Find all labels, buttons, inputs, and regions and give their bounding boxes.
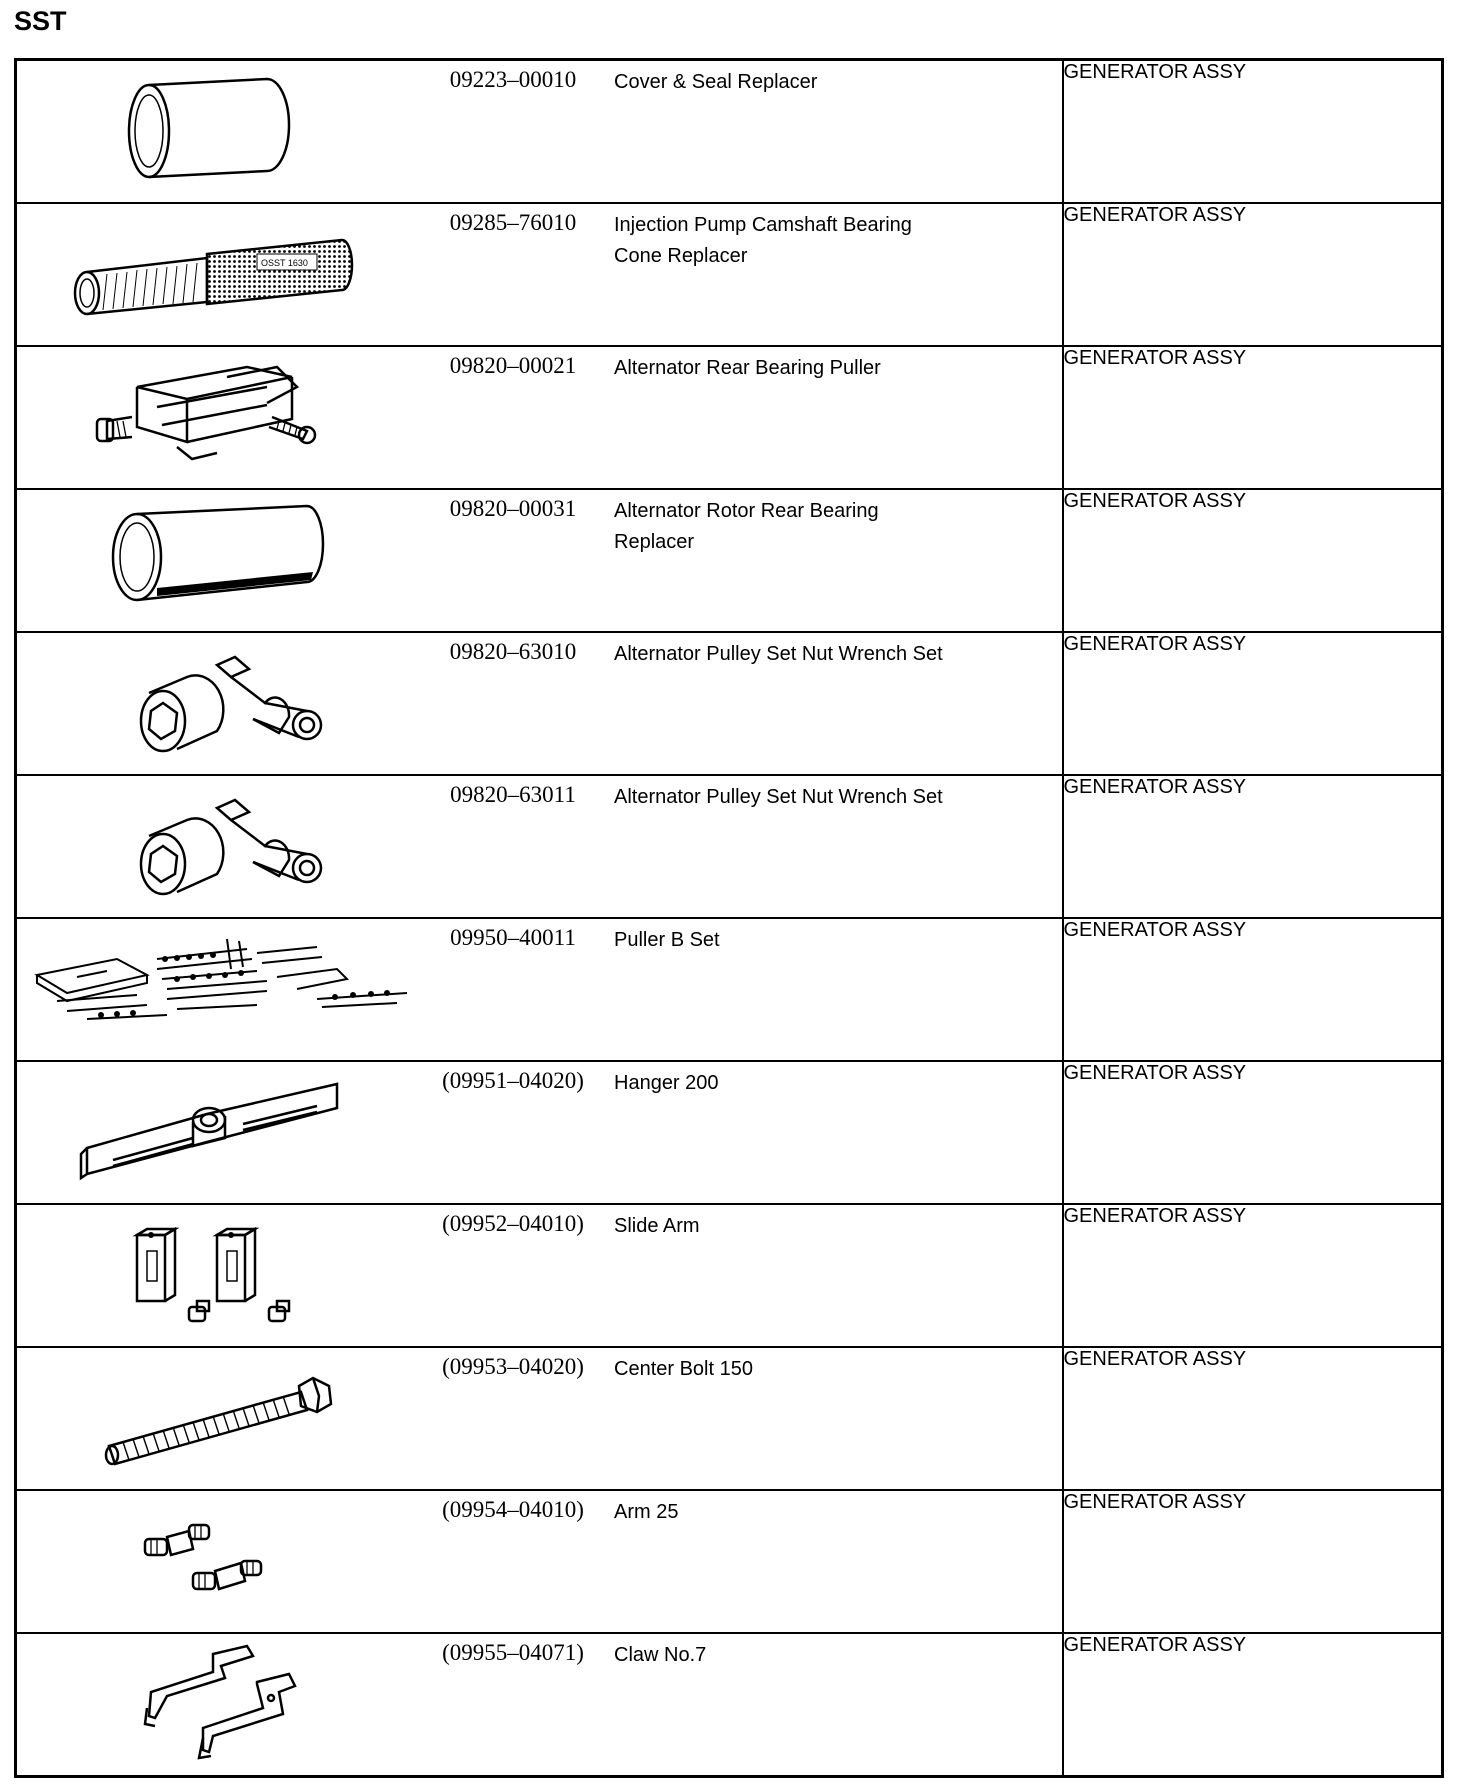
socket-wrench-set-icon xyxy=(17,776,427,917)
part-number: (09955–04071) xyxy=(442,1640,584,1665)
usage-cell: GENERATOR ASSY xyxy=(1063,489,1443,632)
page-title: SST xyxy=(14,6,67,36)
part-number: 09223–00010 xyxy=(449,67,577,92)
tool-name: Center Bolt 150 xyxy=(614,1358,753,1380)
table-row xyxy=(16,1204,1443,1347)
bearing-puller-icon xyxy=(17,347,427,488)
table-row xyxy=(16,1347,1443,1490)
tool-name: Claw No.7 xyxy=(614,1644,707,1666)
hanger-bar-icon xyxy=(17,1062,427,1203)
arm-studs-icon xyxy=(17,1491,427,1632)
usage-cell: GENERATOR ASSY xyxy=(1063,346,1443,489)
tool-name: Alternator Rear Bearing Puller xyxy=(614,357,881,379)
slide-arm-icon xyxy=(17,1205,427,1346)
part-number: 09820–63010 xyxy=(449,639,577,664)
claw-icon xyxy=(17,1634,427,1775)
table-row xyxy=(16,346,1443,489)
usage-cell: GENERATOR ASSY xyxy=(1063,918,1443,1061)
part-number: 09950–40011 xyxy=(450,925,576,950)
part-number: 09820–00031 xyxy=(449,496,577,521)
usage-cell: GENERATOR ASSY xyxy=(1063,1490,1443,1633)
tool-name: Injection Pump Camshaft Bearing Cone Replacer xyxy=(614,214,912,267)
tube-marking: OSST 1630 xyxy=(261,258,308,268)
table-row xyxy=(16,489,1443,632)
tool-name: Alternator Pulley Set Nut Wrench Set xyxy=(614,643,943,665)
tool-name: Hanger 200 xyxy=(614,1072,719,1094)
table-row xyxy=(16,1061,1443,1204)
sst-table xyxy=(14,58,1444,1778)
part-number: (09953–04020) xyxy=(442,1354,584,1379)
usage-cell: GENERATOR ASSY xyxy=(1063,1061,1443,1204)
part-number: (09951–04020) xyxy=(442,1068,584,1093)
usage-cell: GENERATOR ASSY xyxy=(1063,60,1443,204)
tool-name: Puller B Set xyxy=(614,929,720,951)
socket-wrench-set-icon xyxy=(17,633,427,774)
usage-cell: GENERATOR ASSY xyxy=(1063,775,1443,918)
center-bolt-icon xyxy=(17,1348,427,1489)
table-row xyxy=(16,775,1443,918)
part-number: 09820–63011 xyxy=(450,782,576,807)
table-row xyxy=(16,1633,1443,1777)
table-row xyxy=(16,203,1443,346)
tool-name: Slide Arm xyxy=(614,1215,700,1237)
part-number: (09952–04010) xyxy=(442,1211,584,1236)
usage-cell: GENERATOR ASSY xyxy=(1063,203,1443,346)
usage-cell: GENERATOR ASSY xyxy=(1063,632,1443,775)
knurled-tube-icon xyxy=(17,204,427,345)
usage-cell: GENERATOR ASSY xyxy=(1063,1347,1443,1490)
tool-name: Cover & Seal Replacer xyxy=(614,71,818,93)
table-row xyxy=(16,1490,1443,1633)
table-row xyxy=(16,60,1443,204)
tool-name: Alternator Rotor Rear Bearing Replacer xyxy=(614,500,879,553)
usage-cell: GENERATOR ASSY xyxy=(1063,1204,1443,1347)
table-row xyxy=(16,632,1443,775)
table-row xyxy=(16,918,1443,1061)
part-number: 09820–00021 xyxy=(449,353,577,378)
part-number: (09954–04010) xyxy=(442,1497,584,1522)
tool-name: Alternator Pulley Set Nut Wrench Set xyxy=(614,786,943,808)
part-number: 09285–76010 xyxy=(449,210,577,235)
puller-kit-icon xyxy=(17,919,427,1060)
usage-cell: GENERATOR ASSY xyxy=(1063,1633,1443,1777)
cylinder-icon xyxy=(17,61,427,202)
tool-name: Arm 25 xyxy=(614,1501,679,1523)
sleeve-icon xyxy=(17,490,427,631)
